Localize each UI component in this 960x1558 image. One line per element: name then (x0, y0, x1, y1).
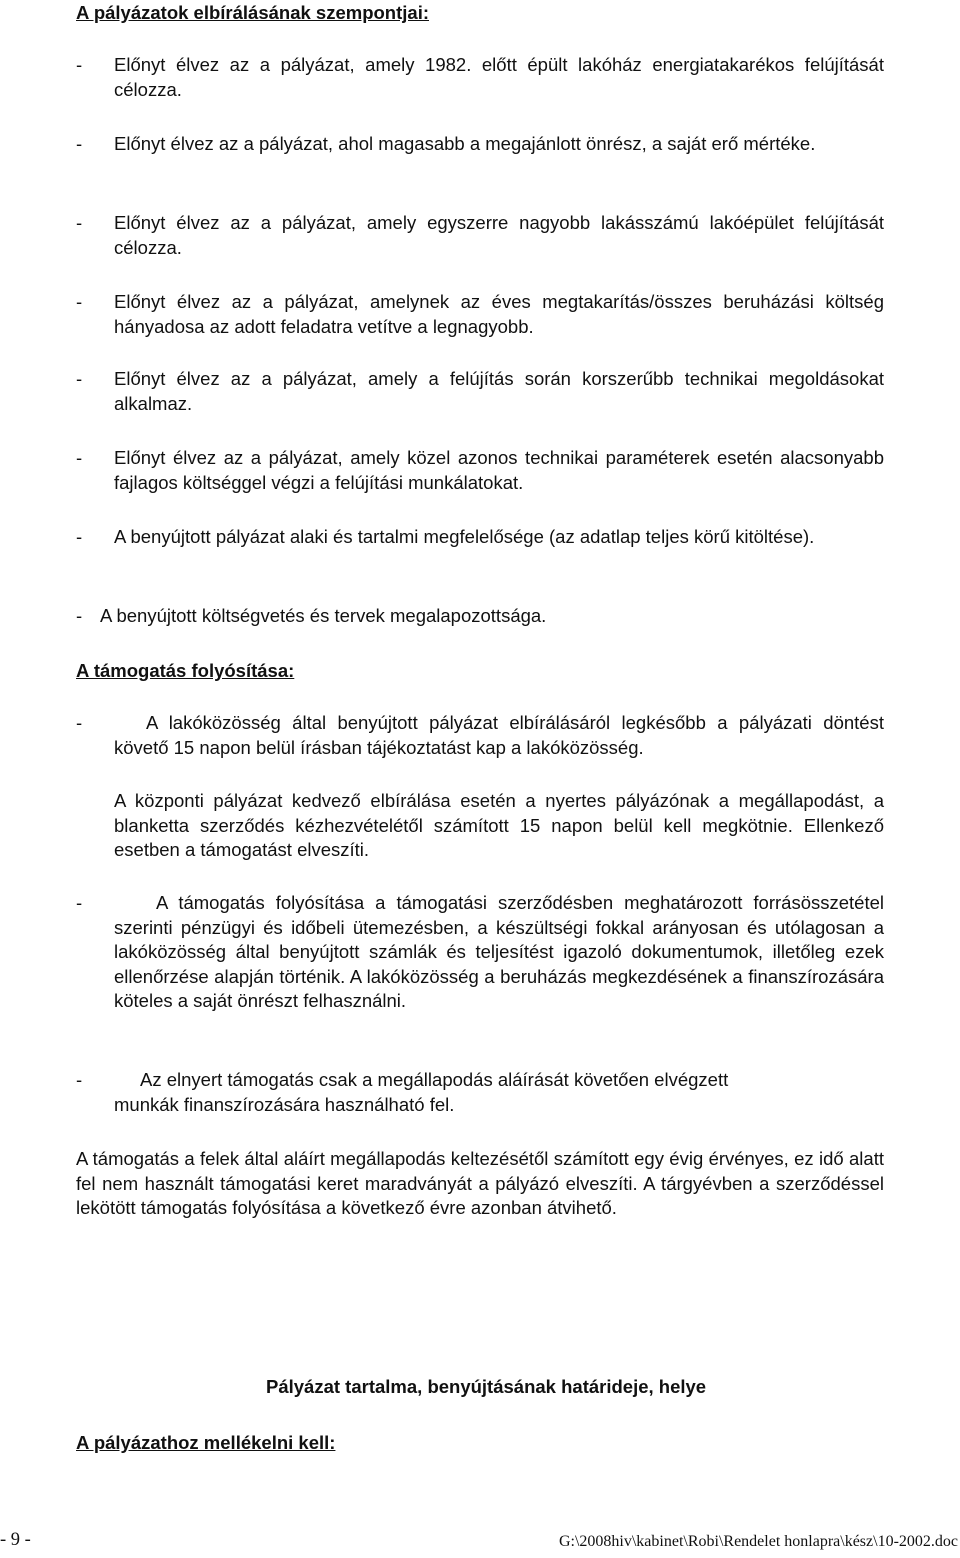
list-item-text: Előnyt élvez az a pályázat, amely a felújítás során korszerűbb technikai megoldásokat alkalmaz. (114, 368, 884, 414)
list-item-text: A benyújtott pályázat alaki és tartalmi megfelelősége (az adatlap teljes körű kitöltése). (114, 526, 815, 547)
section-title-content: Pályázat tartalma, benyújtásának határideje, helye (266, 1376, 707, 1397)
list-dash: - (76, 291, 83, 312)
list-dash: - (76, 212, 83, 233)
list-item (76, 53, 884, 102)
list-item-text: Előnyt élvez az a pályázat, amelynek az éves megtakarítás/összes beruházási költség hányadosa az adott feladatra vetítve a legnagyobb. (114, 291, 884, 337)
list-item (76, 891, 884, 1014)
closing-paragraph: A támogatás a felek által aláírt megállapodás keltezésétől számított egy évig érvényes, ez idő alatt fel nem használt támogatási keret maradványát a pályázó elveszíti. A tárgyévben a szerződéssel lekötött támogatás folyósítása a következő évre azonban átvihető. (76, 1148, 884, 1218)
list-item (76, 290, 884, 339)
section-heading-evaluation: A pályázatok elbírálásának szempontjai: (76, 2, 429, 23)
list-item-body: A lakóközösség által benyújtott pályázat elbírálásáról legkésőbb a pályázati döntést követő 15 napon belül írásban tájékoztatást kap a lakóközösség. (114, 712, 884, 758)
file-path: G:\2008hiv\kabinet\Robi\Rendelet honlapra\kész\10-2002.doc (558, 1533, 958, 1550)
list-item (76, 604, 884, 629)
list-dash: - (76, 526, 83, 547)
list-dash: - (76, 368, 83, 389)
list-dash: - (76, 447, 83, 468)
list-dash: - (76, 712, 83, 733)
list-dash: - (76, 892, 83, 913)
list-item-text: Előnyt élvez az a pályázat, amely egyszerre nagyobb lakásszámú lakóépület felújítását célozza. (114, 212, 884, 258)
list-item-text: Előnyt élvez az a pályázat, amely 1982. előtt épült lakóház energiatakarékos felújítását célozza. (114, 54, 884, 100)
paragraph: A központi pályázat kedvező elbírálása esetén a nyertes pályázónak a megállapodást, a blanketta szerződés kézhezvételétől számított 15 napon belül kell megkötnie. Ellenkező esetben a támogatást elveszíti. (114, 790, 884, 860)
list-item-body: A támogatás folyósítása a támogatási szerződésben meghatározott forrásösszetétel szerinti pénzügyi és időbeli ütemezésben, a készültségi fokkal arányosan és utólagosan a lakóközösség által benyújtott számlák és teljesítést igazoló dokumentumok, illetőleg ezek ellenőrzése alapján történik. A lakóközösség a beruházás megkezdésének a finanszírozására köteles a saját önrészt felhasználni. (114, 892, 884, 1011)
list-item (76, 446, 884, 495)
page-number: - 9 - (0, 1530, 31, 1550)
list-dash: - (76, 133, 83, 154)
list-item-text: Előnyt élvez az a pályázat, ahol magasabb a megajánlott önrész, a saját erő mértéke. (114, 133, 816, 154)
list-item-line-text: Az elnyert támogatás csak a megállapodás aláírását követően elvégzett (140, 1069, 729, 1090)
section-heading-disbursement: A támogatás folyósítása: (76, 660, 295, 681)
list-dash: - (76, 605, 83, 626)
list-dash: - (76, 54, 83, 75)
list-item-line: munkák finanszírozására használható fel. (114, 1093, 455, 1115)
list-dash: - (76, 1069, 83, 1090)
list-item (76, 711, 884, 760)
list-item (76, 211, 884, 260)
list-item-text (114, 1068, 884, 1117)
list-item (76, 525, 884, 550)
list-item (76, 1068, 884, 1117)
list-item-text: Előnyt élvez az a pályázat, amely közel azonos technikai paraméterek esetén alacsonyabb fajlagos költséggel végzi a felújítási munkálatokat. (114, 447, 884, 493)
list-item (76, 132, 884, 157)
list-item-text (114, 711, 884, 760)
list-item (76, 367, 884, 416)
list-item-text (114, 891, 884, 1014)
section-heading-attachments: A pályázathoz mellékelni kell: (76, 1432, 336, 1453)
list-item-text: A benyújtott költségvetés és tervek megalapozottsága. (100, 605, 547, 626)
list-item-line (114, 1068, 884, 1093)
